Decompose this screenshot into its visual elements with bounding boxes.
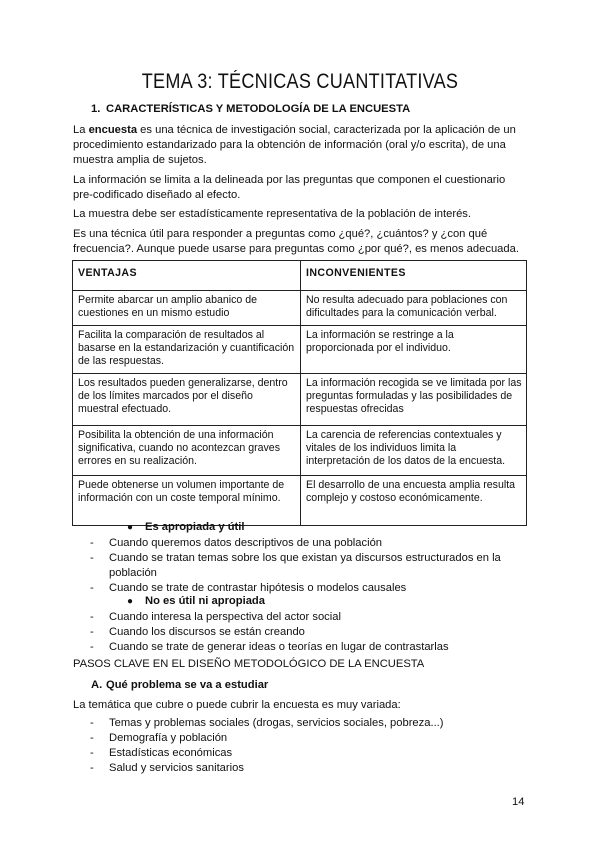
not-appropriate-heading-text: No es útil ni apropiada [145,595,265,607]
dash-marker: - [90,626,94,638]
list-item-text: Cuando queremos datos descriptivos de una población [109,537,383,549]
list-item-text: Cuando se trate de contrastar hipótesis o modelos causales [109,582,407,594]
table-row [73,291,527,326]
header-advantages: VENTAJAS [73,261,301,291]
dash-marker: - [90,582,94,594]
thematic-intro: La temática que cubre o puede cubrir la encuesta es muy variada: [73,699,401,711]
list-item [90,640,530,655]
header-disadvantages: INCONVENIENTES [301,261,527,291]
subsection-a-title: Qué problema se va a estudiar [106,679,269,691]
list-item [90,551,530,581]
list-item [90,746,530,761]
dash-marker: - [90,717,94,729]
not-appropriate-list [90,610,530,655]
subsection-letter: A. [91,679,103,691]
advantage-cell: Facilita la comparación de resultados al basarse en la estandarización y cuantificación de las respuestas. [73,326,301,374]
paragraph-definition [73,123,525,168]
dash-marker: - [90,611,94,623]
disadvantage-cell: La información se restringe a la proporcionada por el individuo. [301,326,527,374]
list-item-text: Temas y problemas sociales (drogas, servicios sociales, pobreza...) [109,717,444,729]
paragraph-sample: La muestra debe ser estadísticamente representativa de la población de interés. [73,208,472,220]
disadvantage-cell: El desarrollo de una encuesta amplia resulta complejo y costoso económicamente. [301,476,527,526]
dash-marker: - [90,747,94,759]
key-steps-heading: PASOS CLAVE EN EL DISEÑO METODOLÓGICO DE LA ENCUESTA [73,658,425,670]
disadvantage-cell: La información recogida se ve limitada por las preguntas formuladas y las posibilidades de respuestas ofrecidas [301,374,527,426]
appropriate-list [90,536,530,596]
dash-marker: - [90,732,94,744]
dash-marker: - [90,552,94,564]
list-item [90,731,530,746]
list-item [90,581,530,596]
subsection-a-heading [91,679,268,691]
list-item-text: Estadísticas económicas [109,747,233,759]
list-item-text: Cuando interesa la perspectiva del actor social [109,611,341,623]
pros-cons-table [72,260,527,526]
paragraph-usefulness: Es una técnica útil para responder a preguntas como ¿qué?, ¿cuántos? y ¿con qué frecuencia?. Aunque puede usarse para preguntas como ¿por qué?, es menos adecuada. [73,228,519,255]
list-item-text: Salud y servicios sanitarios [109,762,244,774]
advantage-cell: Posibilita la obtención de una información significativa, cuando no acontezcan graves errores en su realización. [73,426,301,476]
list-item-text: Demografía y población [109,732,228,744]
appropriate-heading [127,521,244,533]
disadvantage-cell: No resulta adecuado para poblaciones con dificultades para la comunicación verbal. [301,291,527,326]
page-title: TEMA 3: TÉCNICAS CUANTITATIVAS [141,70,459,93]
table-row [73,426,527,476]
list-item [90,761,530,776]
section-title: CARACTERÍSTICAS Y METODOLOGÍA DE LA ENCUESTA [106,103,411,115]
list-item [90,610,530,625]
not-appropriate-heading [127,595,265,607]
list-item-text: Cuando se tratan temas sobre los que existan ya discursos estructurados en la población [109,552,501,579]
table-row [73,476,527,526]
list-item-text: Cuando los discursos se están creando [109,626,305,638]
paragraph-definition-rest: es una técnica de investigación social, caracterizada por la aplicación de un procedimiento estandarizado para la obtención de información (oral y/o escrita), de una muestra amplia de sujetos. [73,124,516,166]
section-heading [91,103,410,115]
list-item-text: Cuando se trate de generar ideas o teorías en lugar de contrastarlas [109,641,449,653]
advantage-cell: Permite abarcar un amplio abanico de cuestiones en un mismo estudio [73,291,301,326]
list-item [90,625,530,640]
table-header-row [73,261,527,291]
page-number: 14 [512,796,525,808]
term-encuesta: encuesta [88,124,138,136]
thematic-list [90,716,530,776]
paragraph-definition-pre: La [73,124,89,136]
dash-marker: - [90,641,94,653]
advantage-cell: Puede obtenerse un volumen importante de información con un coste temporal mínimo. [73,476,301,526]
table-row [73,326,527,374]
dash-marker: - [90,537,94,549]
dash-marker: - [90,762,94,774]
bullet-icon: ● [127,596,134,607]
bullet-icon: ● [127,522,134,533]
list-item [90,536,530,551]
table-row [73,374,527,426]
appropriate-heading-text: Es apropiada y útil [145,521,245,533]
section-number: 1. [91,103,101,115]
paragraph-information: La información se limita a la delineada por las preguntas que componen el cuestionario pre-codificado diseñado al efecto. [73,174,506,201]
disadvantage-cell: La carencia de referencias contextuales y vitales de los individuos limita la interpretación de los datos de la encuesta. [301,426,527,476]
list-item [90,716,530,731]
advantage-cell: Los resultados pueden generalizarse, dentro de los límites marcados por el diseño muestral efectuado. [73,374,301,426]
